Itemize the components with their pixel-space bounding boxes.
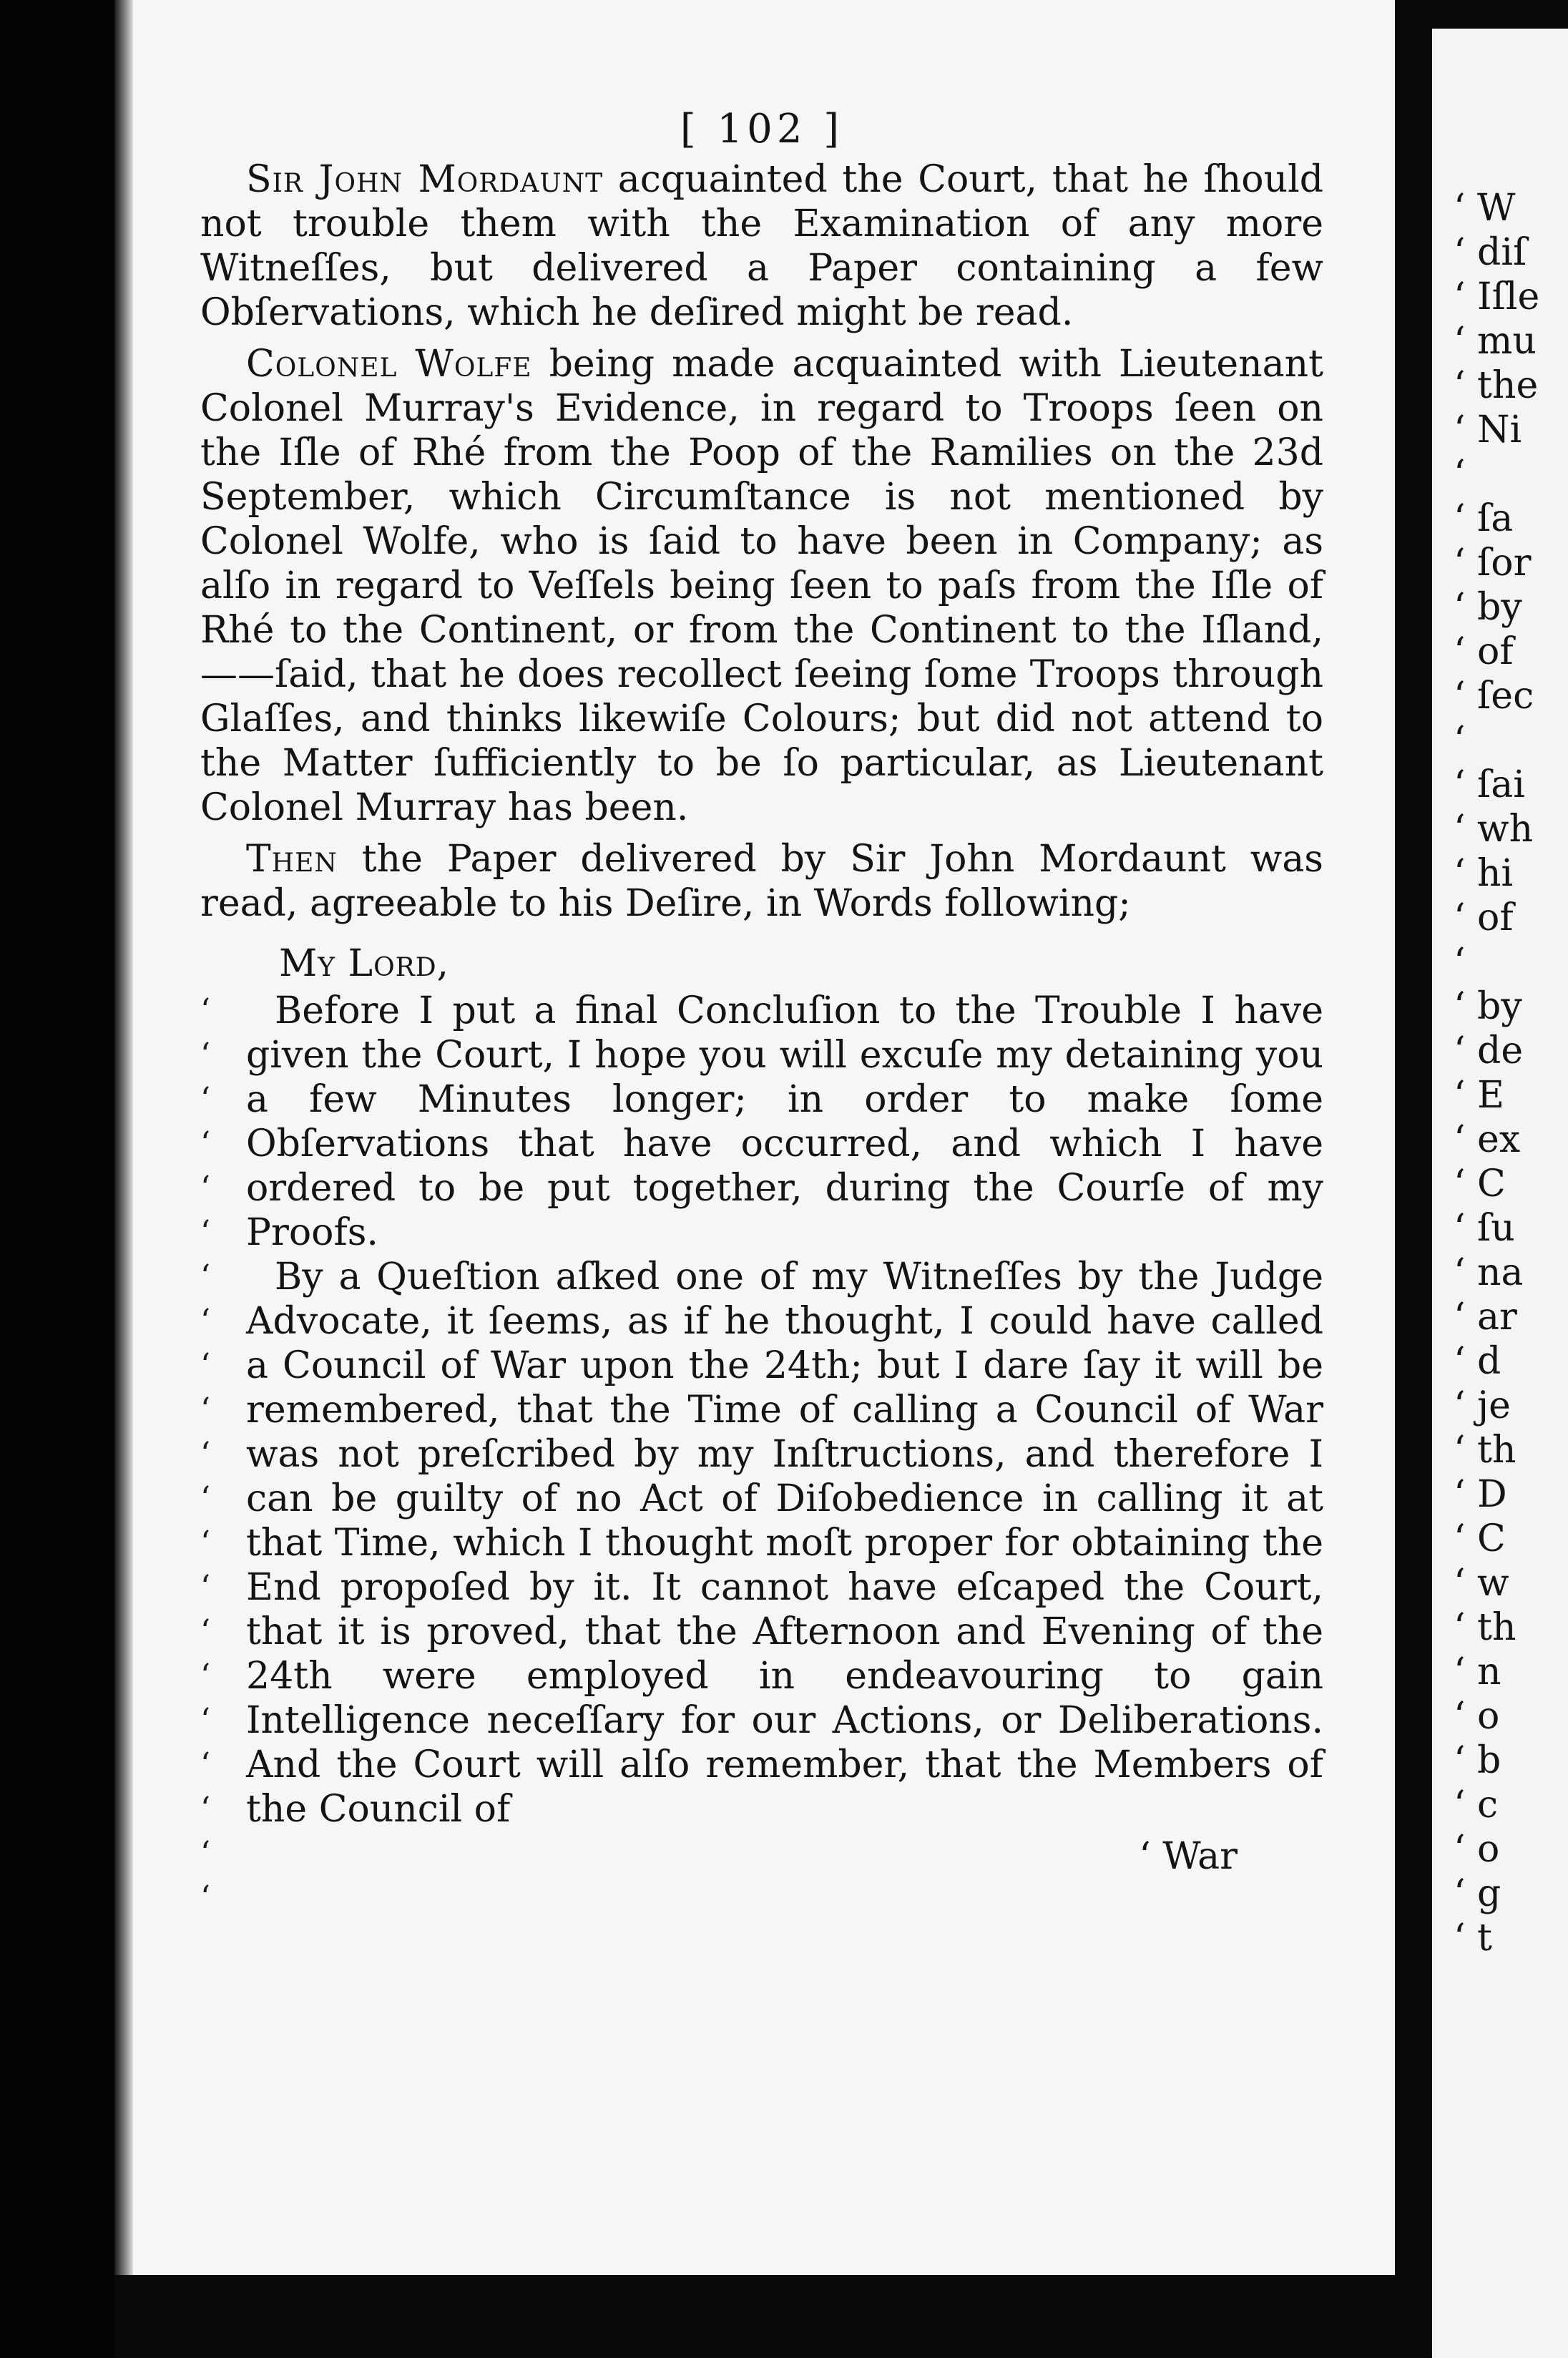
facing-page-line: ‘ wh xyxy=(1454,808,1534,851)
facing-page-line: ‘ of xyxy=(1454,896,1514,939)
letter-quote-2 xyxy=(200,1255,1323,1916)
facing-page-line: ‘ E xyxy=(1454,1074,1505,1117)
facing-page-line: ‘ W xyxy=(1454,187,1516,230)
letter-salutation: My Lord, xyxy=(279,942,450,985)
facing-page xyxy=(1432,29,1568,2358)
facing-page-line: ‘ th xyxy=(1454,1429,1516,1472)
facing-page-line: ‘ je xyxy=(1454,1384,1511,1427)
facing-page-line: ‘ de xyxy=(1454,1029,1524,1072)
facing-page-line: ‘ by xyxy=(1454,586,1522,629)
facing-page-line: ‘ c xyxy=(1454,1784,1499,1826)
facing-page-line: ‘ D xyxy=(1454,1473,1507,1516)
facing-page-line: ‘ g xyxy=(1454,1872,1501,1915)
book-page xyxy=(114,0,1395,2275)
paragraph-3-lead: Then xyxy=(246,838,338,881)
paragraph-1-lead: Sir John Mordaunt xyxy=(246,158,604,201)
facing-page-line: ‘ ſu xyxy=(1454,1207,1515,1250)
facing-page-line: ‘ th xyxy=(1454,1606,1516,1649)
facing-page-line: ‘ xyxy=(1454,719,1466,762)
facing-page-line: ‘ Iſle xyxy=(1454,275,1540,318)
scan-border xyxy=(0,0,114,2358)
facing-page-line: ‘ C xyxy=(1454,1163,1506,1205)
facing-page-line: ‘ o xyxy=(1454,1828,1500,1871)
book-gutter xyxy=(1395,0,1432,2358)
quote-marks-column: ‘ ‘ ‘ ‘ ‘ ‘ ‘ ‘ ‘ ‘ ‘ ‘ ‘ ‘ ‘ xyxy=(200,1258,210,1916)
facing-page-line: ‘ n xyxy=(1454,1650,1501,1693)
paragraph-2 xyxy=(200,342,1323,830)
quote-marks-column: ‘ ‘ ‘ ‘ ‘ ‘ xyxy=(200,992,210,1251)
paragraph-3-text: the Paper delivered by Sir John Mordaunt was read, agreeable to his Deſire, in Words following; xyxy=(200,838,1323,925)
page-edge-shadow xyxy=(114,0,133,2275)
page-number: [ 102 ] xyxy=(680,106,844,152)
facing-page-line: ‘ na xyxy=(1454,1251,1524,1294)
paragraph-1-text: acquainted the Court, that he ſhould not trouble them with the Examination of any more Witneſſes, but delivered a Paper containing a few Obſervations, which he deſired might be read. xyxy=(200,158,1324,334)
facing-page-line: ‘ Ni xyxy=(1454,409,1522,451)
facing-page-line: ‘ of xyxy=(1454,630,1514,673)
paragraph-1 xyxy=(200,157,1323,335)
facing-page-line: ‘ ſai xyxy=(1454,763,1525,806)
facing-page-line: ‘ o xyxy=(1454,1695,1500,1738)
facing-page-line: ‘ d xyxy=(1454,1340,1501,1383)
facing-page-line: ‘ mu xyxy=(1454,320,1537,363)
facing-page-line: ‘ ſec xyxy=(1454,675,1534,718)
facing-page-line: ‘ hi xyxy=(1454,852,1514,895)
facing-page-line: ‘ ex xyxy=(1454,1118,1521,1161)
facing-page-line: ‘ ar xyxy=(1454,1296,1517,1339)
paragraph-2-text: being made acquainted with Lieutenant Colonel Murray's Evidence, in regard to Troops ſeen on the Iſle of Rhé from the Poop of the Ramilies on the 23d September, which Circumſtance is not mentioned by Colonel Wolfe, who is ſaid to have been in Company; as alſo in regard to Veſſels being ſeen to paſs from the Iſle of Rhé to the Continent, or from the Continent to the Iſland,——ſaid, that he does recollect ſeeing ſome Troops through Glaſſes, and thinks likewiſe Colours; but did not attend to the Matter ſufficiently to be ſo particular, as Lieutenant Colonel Murray has been. xyxy=(200,343,1323,829)
letter-paragraph-1: Before I put a final Concluſion to the Trouble I have given the Court, I hope you will excuſe my detaining you a few Minutes longer; in order to make ſome Obſervations that have occurred, and which I have ordered to be put together, during the Courſe of my Proofs. xyxy=(246,989,1323,1254)
paragraph-2-lead: Colonel Wolfe xyxy=(246,343,532,386)
facing-page-line: ‘ diſ xyxy=(1454,231,1527,274)
facing-page-line: ‘ ſor xyxy=(1454,542,1532,584)
paragraph-3 xyxy=(200,837,1323,926)
facing-page-line: ‘ by xyxy=(1454,985,1522,1028)
facing-page-line: ‘ ſa xyxy=(1454,497,1514,540)
catchword: ‘ War xyxy=(1139,1835,1238,1878)
facing-page-line: ‘ the xyxy=(1454,364,1539,407)
facing-page-lines xyxy=(1432,186,1539,1960)
page-text xyxy=(200,106,1324,1916)
facing-page-line: ‘ b xyxy=(1454,1739,1501,1782)
facing-page-line: ‘ xyxy=(1454,941,1466,984)
letter-paragraph-2: By a Queſtion aſked one of my Witneſſes by the Judge Advocate, it ſeems, as if he thought, I could have called a Council of War upon the 24th; but I dare ſay it will be remembered, that the Time of calling a Council of War was not preſcribed by my Inſtructions, and therefore I can be guilty of no Act of Diſobedience in calling it at that Time, which I thought moſt proper for obtaining the End propoſed by it. It cannot have eſcaped the Court, that it is proved, that the Afternoon and Evening of the 24th were employed in endeavouring to gain Intelligence neceſſary for our Actions, or Deliberations. And the Court will alſo remember, that the Members of the Council of xyxy=(246,1256,1323,1831)
facing-page-line: ‘ w xyxy=(1454,1562,1509,1605)
facing-page-line: ‘ C xyxy=(1454,1517,1506,1560)
letter-quote-1 xyxy=(200,989,1323,1255)
facing-page-line: ‘ xyxy=(1454,453,1466,496)
facing-page-line: ‘ t xyxy=(1454,1917,1492,1960)
